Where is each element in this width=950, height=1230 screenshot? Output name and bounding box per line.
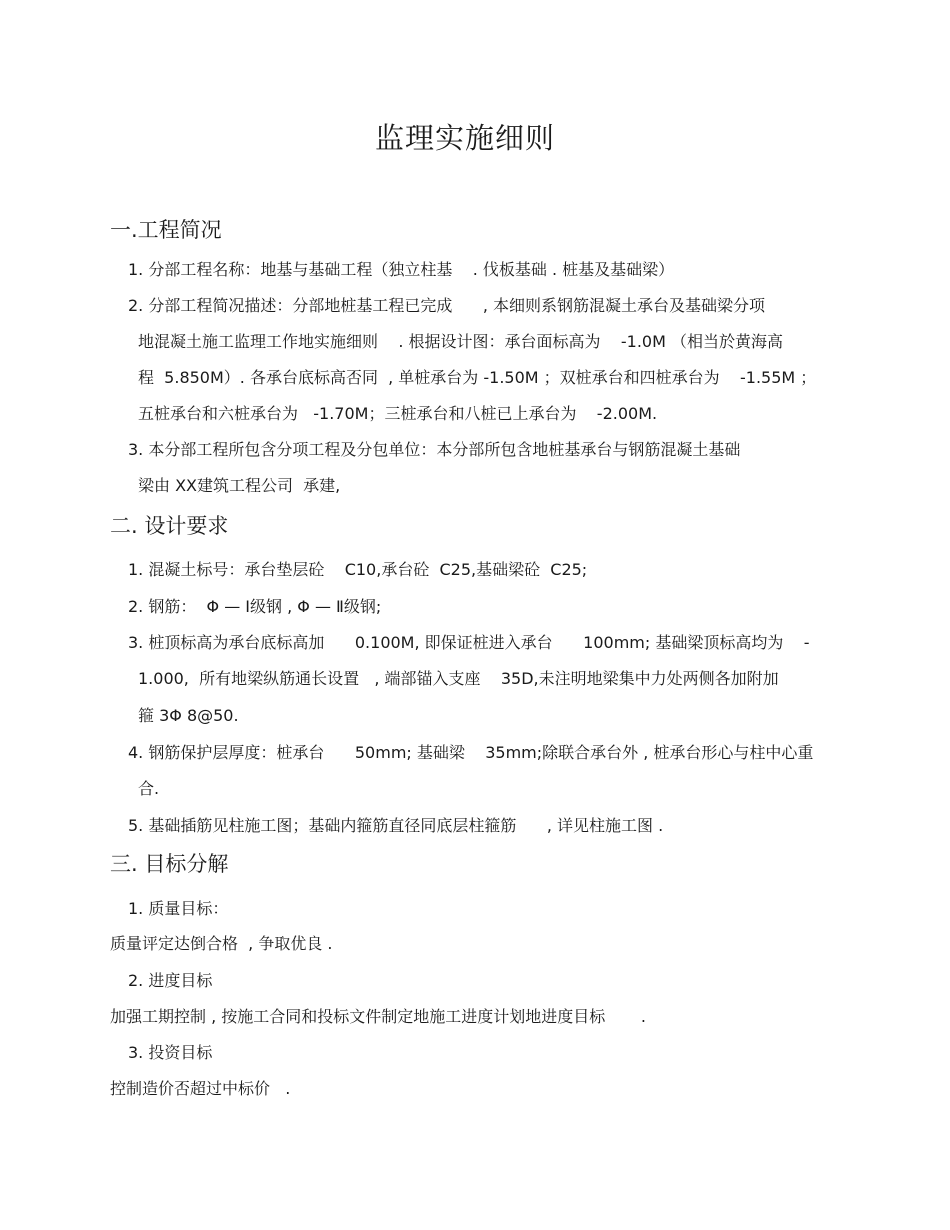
goal-item-3-text: 控制造价否超过中标价 .: [110, 1079, 291, 1098]
design-item-2: 2. 钢筋： Φ — Ⅰ级钢 , Φ — Ⅱ级钢;: [128, 597, 382, 616]
overview-item-2-line-2: 地混凝土施工监理工作地实施细则 . 根据设计图：承台面标高为 -1.0M （相当於黄海高: [138, 332, 783, 351]
goal-item-3: 3. 投资目标: [128, 1043, 213, 1062]
overview-item-3-line-1: 3. 本分部工程所包含分项工程及分包单位：本分部所包含地桩基承台与钢筋混凝土基础: [128, 440, 741, 459]
goal-item-1: 1. 质量目标：: [128, 899, 229, 918]
overview-item-2-line-4: 五桩承台和六桩承台为 -1.70M；三桩承台和八桩已上承台为 -2.00M.: [138, 404, 658, 423]
design-item-4-line-1: 4. 钢筋保护层厚度：桩承台 50mm; 基础梁 35mm;除联合承台外 , 桩承台形心与柱中心重: [128, 743, 814, 762]
overview-item-3-line-2: 梁由 XX建筑工程公司 承建,: [138, 476, 341, 495]
design-item-3-line-1: 3. 桩顶标高为承台底标高加 0.100M, 即保证桩进入承台 100mm; 基础梁顶标高均为 -: [128, 633, 810, 652]
design-item-5: 5. 基础插筋见柱施工图；基础内箍筋直径同底层柱箍筋 , 详见柱施工图 .: [128, 816, 664, 835]
design-item-1: 1. 混凝土标号：承台垫层砼 C10,承台砼 C25,基础梁砼 C25;: [128, 560, 588, 579]
overview-item-2-line-1: 2. 分部工程简况描述：分部地桩基工程已完成 , 本细则系钢筋混凝土承台及基础梁分项: [128, 296, 766, 315]
design-item-3-line-3: 箍 3Φ 8@50.: [138, 706, 239, 725]
design-item-3-line-2: 1.000, 所有地梁纵筋通长设置 , 端部锚入支座 35D,未注明地梁集中力处两侧各加附加: [138, 669, 779, 688]
goal-item-2-text: 加强工期控制 , 按施工合同和投标文件制定地施工进度计划地进度目标 .: [110, 1007, 646, 1026]
section-heading-goals: 三. 目标分解: [110, 852, 229, 876]
goal-item-2: 2. 进度目标: [128, 971, 213, 990]
overview-item-1: 1. 分部工程名称：地基与基础工程（独立柱基 . 伐板基础 . 桩基及基础梁）: [128, 260, 675, 279]
document-title: 监理实施细则: [374, 121, 555, 155]
section-heading-overview: 一.工程简况: [110, 218, 222, 242]
section-heading-design: 二. 设计要求: [110, 514, 229, 538]
design-item-4-line-2: 合.: [138, 779, 160, 798]
overview-item-2-line-3: 程 5.850M）. 各承台底标高否同 , 单桩承台为 -1.50M ；双桩承台和四桩承台为 -1.55M ；: [138, 368, 817, 387]
goal-item-1-text: 质量评定达倒合格 , 争取优良 .: [110, 934, 333, 953]
